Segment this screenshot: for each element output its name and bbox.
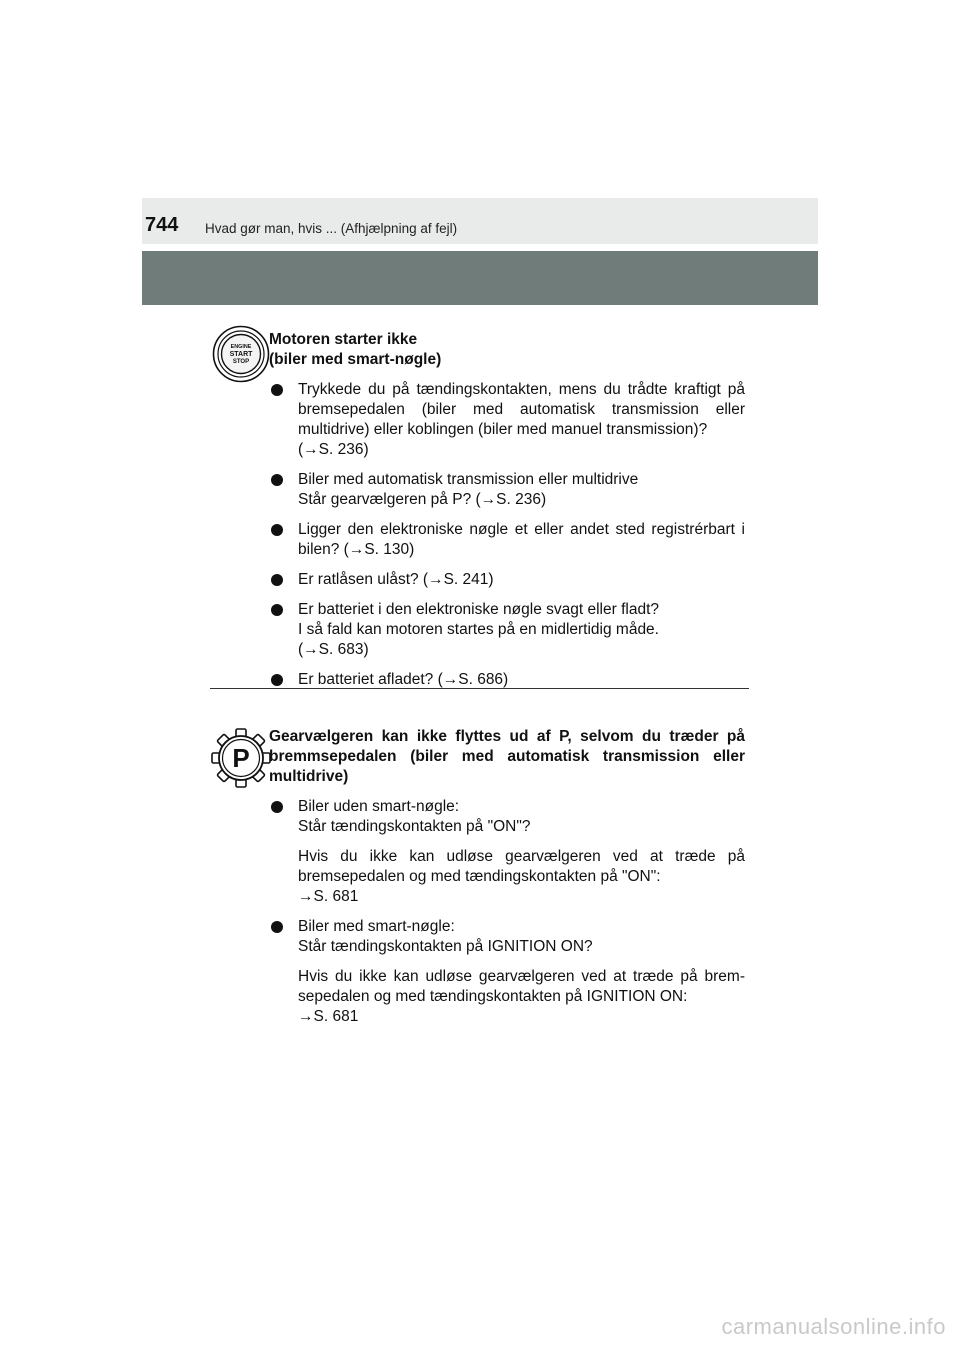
list-item-text: Er batteriet afladet? (→S. 686) bbox=[298, 671, 509, 688]
gear-icon-letter: P bbox=[232, 743, 250, 773]
list-item-text: Biler med automatisk transmission eller multidrive bbox=[298, 471, 639, 488]
section-title: Gearvælgeren kan ikke flyttes ud af P, selvom du træder på bremmsepedalen (biler med automatisk transmission eller multidrive) bbox=[269, 728, 745, 785]
bullet-dot bbox=[271, 801, 283, 813]
list-item-paragraph: Hvis du ikke kan udløse gearvælgeren ved at træde på brem-sepedalen og med tændingskontakten på IGNITION ON: bbox=[298, 968, 745, 1005]
bullet-dot bbox=[271, 384, 283, 396]
list-item-text: Er batteriet i den elektroniske nøgle svagt eller fladt? bbox=[298, 601, 659, 618]
list-item-paragraph: Hvis du ikke kan udløse gearvælgeren ved at træde på bremsepedalen og med tændingskontakten på "ON": bbox=[298, 848, 745, 885]
list-item-text: Står tændingskontakten på "ON"? bbox=[298, 818, 531, 835]
list-item bbox=[269, 600, 745, 660]
list-item bbox=[269, 470, 745, 510]
list-item-text: Ligger den elektroniske nøgle et eller andet sted registrérbart i bilen? (→S. 130) bbox=[298, 521, 745, 558]
page-reference: →S. 681 bbox=[298, 1008, 359, 1025]
bullet-dot bbox=[271, 921, 283, 933]
section-title bbox=[269, 330, 745, 370]
bullet-dot bbox=[271, 524, 283, 536]
icon-label-stop: STOP bbox=[232, 359, 250, 365]
page-number: 744 bbox=[145, 214, 179, 236]
section-band bbox=[142, 251, 818, 305]
section-divider bbox=[210, 688, 749, 689]
watermark: carmanualsonline.info bbox=[721, 1314, 946, 1339]
section-title-line: Motoren starter ikke bbox=[269, 331, 418, 348]
list-item bbox=[269, 570, 745, 590]
engine-start-stop-button-icon bbox=[212, 325, 270, 383]
list-item-text: Biler uden smart-nøgle: bbox=[298, 798, 460, 815]
page-reference: (→S. 236) bbox=[298, 441, 369, 458]
section-shift-lever-stuck bbox=[269, 727, 745, 1037]
shift-lock-p-gear-icon bbox=[210, 727, 272, 789]
list-item-text: Biler med smart-nøgle: bbox=[298, 918, 455, 935]
list-item-text: Står gearvælgeren på P? (→S. 236) bbox=[298, 491, 547, 508]
bullet-dot bbox=[271, 574, 283, 586]
list-item bbox=[269, 797, 745, 907]
list-item bbox=[269, 917, 745, 1027]
list-item-text: Trykkede du på tændingskontakten, mens du trådte kraftigt på bremsepedalen (biler med automatisk transmission eller multidrive) eller koblingen (biler med manuel transmission)? bbox=[298, 381, 745, 438]
list-item-text: Står tændingskontakten på IGNITION ON? bbox=[298, 938, 593, 955]
icon-label-start: START bbox=[229, 351, 253, 358]
list-item-text: Er ratlåsen ulåst? (→S. 241) bbox=[298, 571, 494, 588]
list-item-text: I så fald kan motoren startes på en midlertidig måde. bbox=[298, 621, 659, 638]
bullet-dot bbox=[271, 674, 283, 686]
section-title-line: (biler med smart-nøgle) bbox=[269, 351, 442, 368]
page-reference: (→S. 683) bbox=[298, 641, 369, 658]
icon-label-engine: ENGINE bbox=[230, 344, 252, 350]
bullet-dot bbox=[271, 474, 283, 486]
list-item bbox=[269, 380, 745, 460]
list-item bbox=[269, 520, 745, 560]
section-engine-wont-start bbox=[269, 330, 745, 700]
list-item bbox=[269, 670, 745, 690]
header-title: Hvad gør man, hvis ... (Afhjælpning af fejl) bbox=[205, 221, 458, 236]
page-reference: →S. 681 bbox=[298, 888, 359, 905]
bullet-dot bbox=[271, 604, 283, 616]
